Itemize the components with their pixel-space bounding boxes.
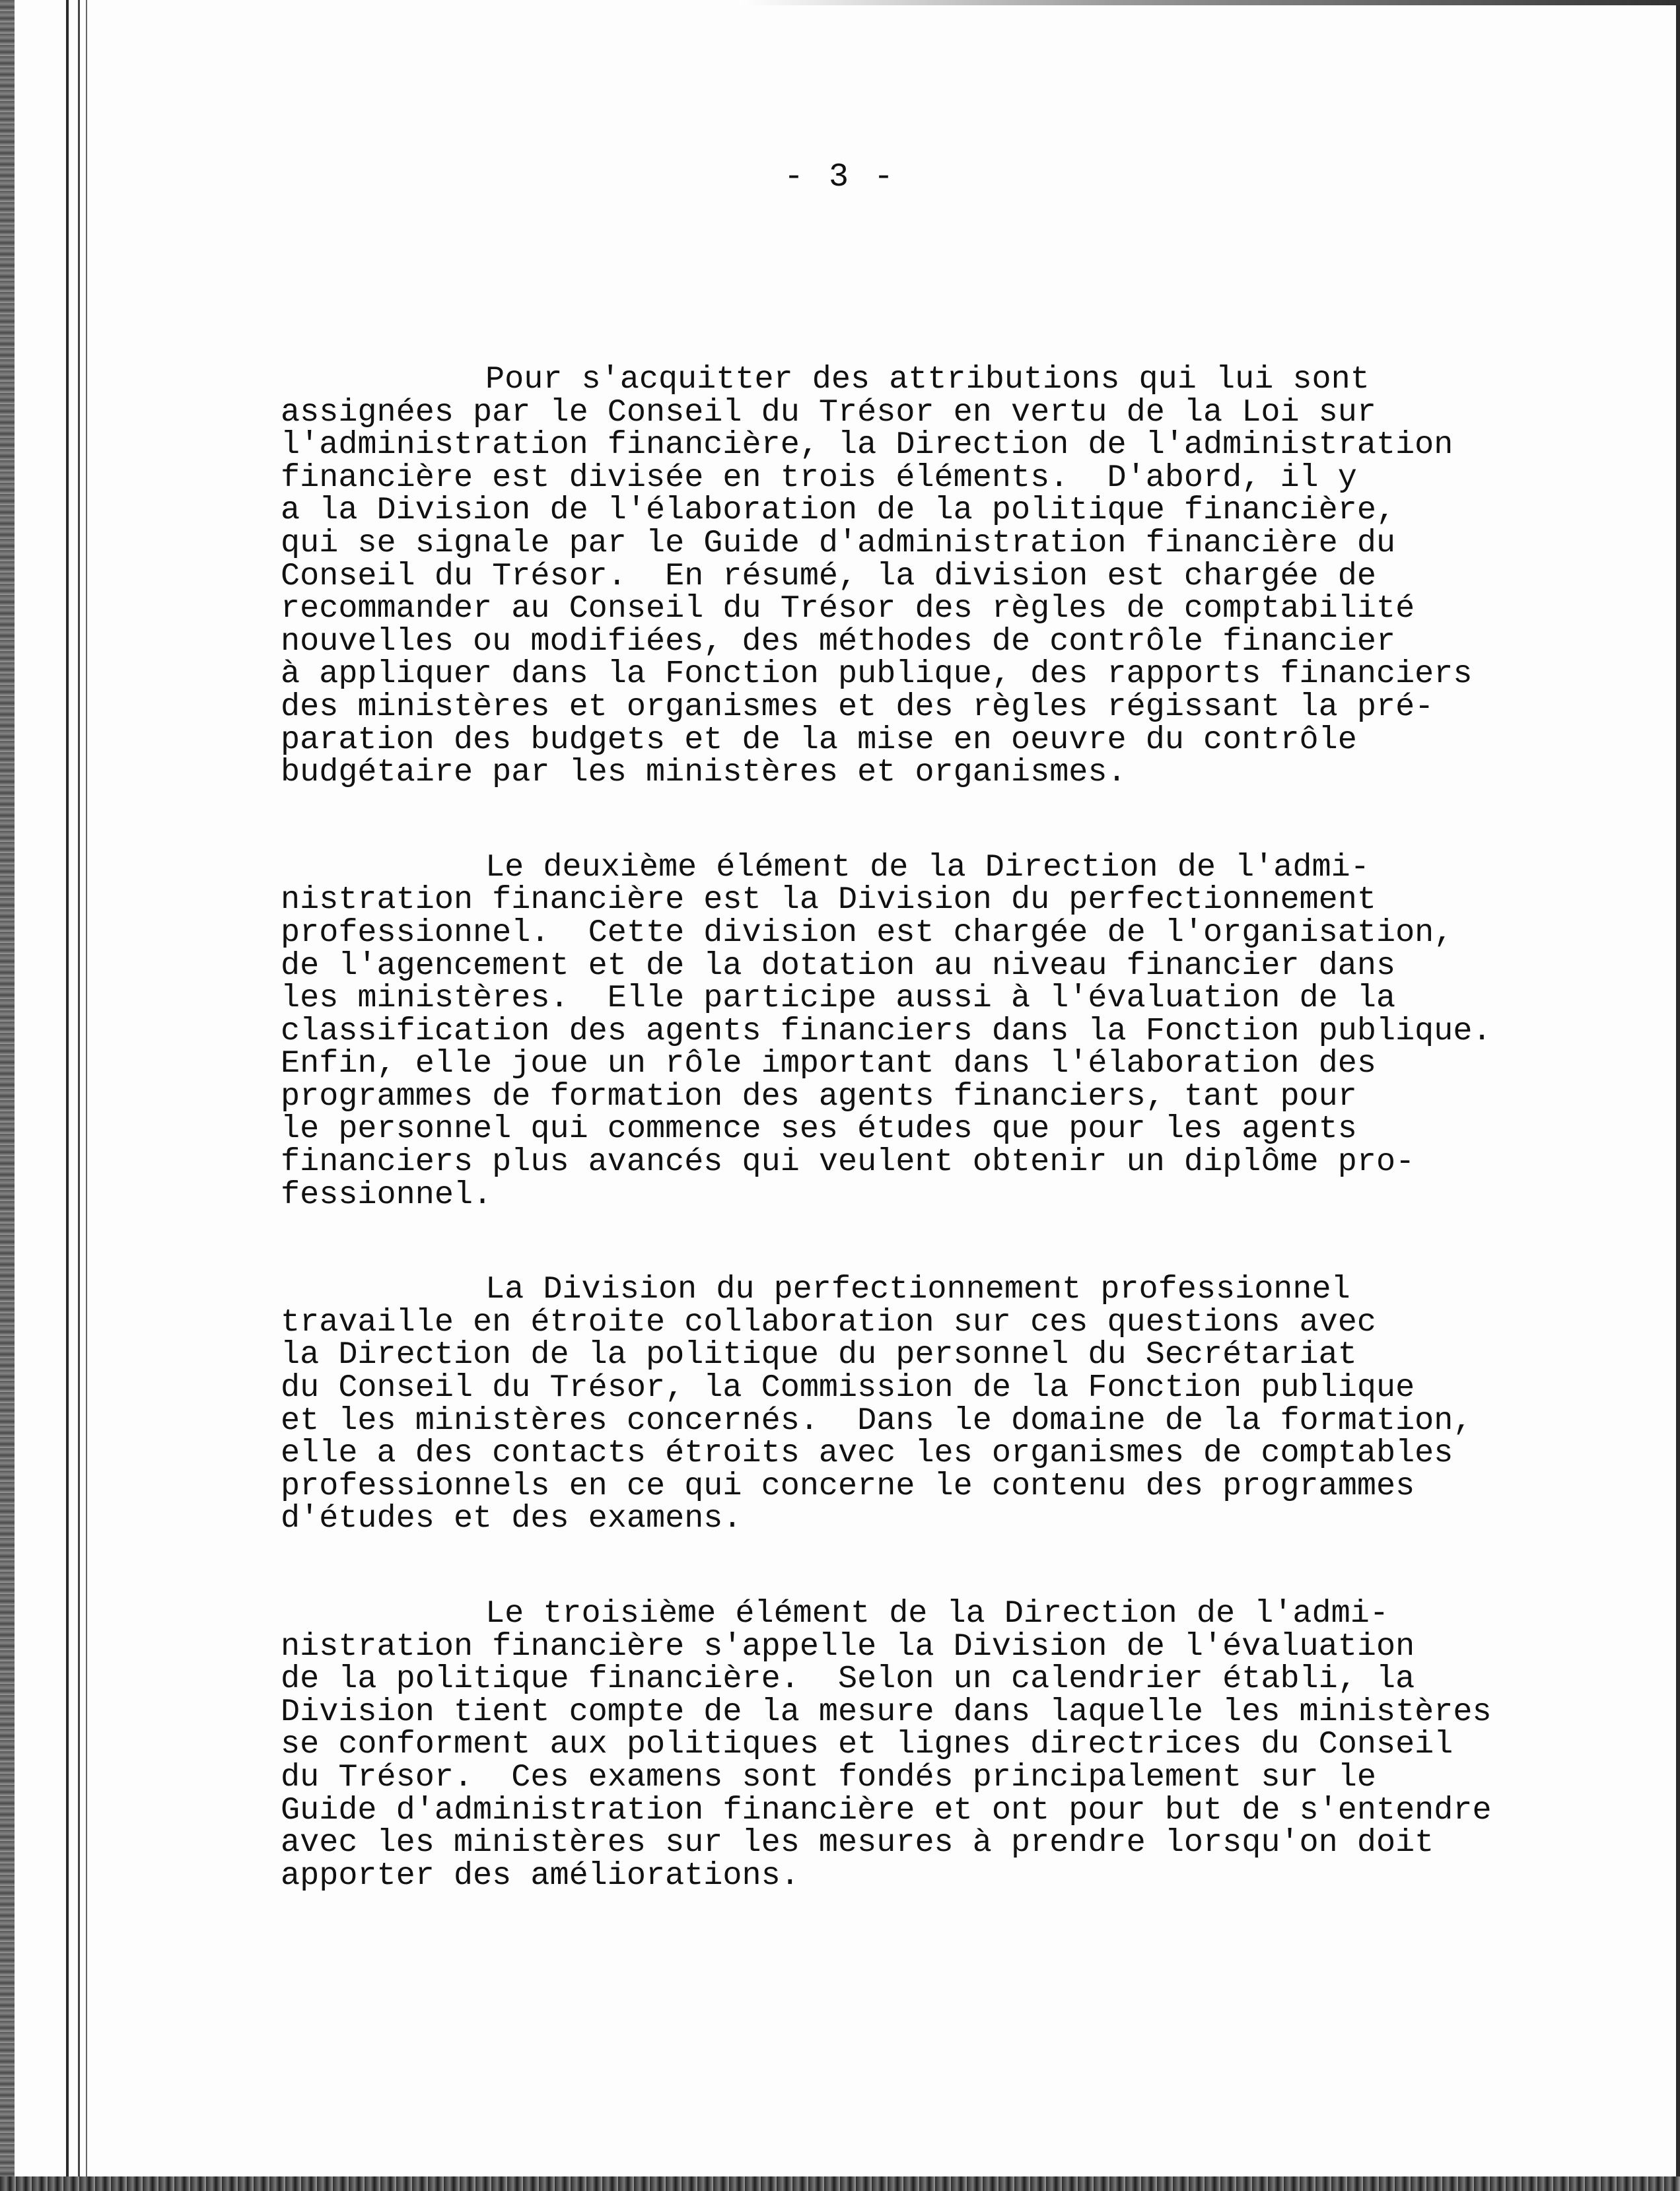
text-line: de l'agencement et de la dotation au niveau financier dans xyxy=(281,947,1396,984)
scan-edge-bottom xyxy=(0,2176,1680,2191)
text-line: apporter des améliorations. xyxy=(281,1857,800,1894)
binding-line xyxy=(78,0,80,2191)
text-line: travaille en étroite collaboration sur ces questions avec xyxy=(281,1304,1376,1340)
text-line: nouvelles ou modifiées, des méthodes de contrôle financier xyxy=(281,623,1396,660)
page-number: - 3 - xyxy=(783,158,897,196)
text-line: se conforment aux politiques et lignes directrices du Conseil xyxy=(281,1726,1453,1763)
text-line: et les ministères concernés. Dans le domaine de la formation, xyxy=(281,1402,1473,1439)
text-line: Enfin, elle joue un rôle important dans l'élaboration des xyxy=(281,1045,1376,1082)
text-line: les ministères. Elle participe aussi à l'évaluation de la xyxy=(281,980,1396,1017)
text-line: fessionnel. xyxy=(281,1176,493,1213)
text-line: nistration financière s'appelle la Division de l'évaluation xyxy=(281,1628,1415,1665)
text-line: du Trésor. Ces examens sont fondés principalement sur le xyxy=(281,1758,1376,1795)
binding-line xyxy=(66,0,69,2191)
text-line: le personnel qui commence ses études que pour les agents xyxy=(281,1111,1357,1148)
text-line: d'études et des examens. xyxy=(281,1500,742,1537)
text-line: a la Division de l'élaboration de la politique financière, xyxy=(281,492,1396,529)
text-line: des ministères et organismes et des règles régissant la pré- xyxy=(281,688,1434,725)
text-line: à appliquer dans la Fonction publique, des rapports financiers xyxy=(281,656,1473,693)
text-line: de la politique financière. Selon un calendrier établi, la xyxy=(281,1661,1415,1698)
paragraph-4 xyxy=(281,1597,1575,1892)
text-line: financiers plus avancés qui veulent obtenir un diplôme pro- xyxy=(281,1144,1415,1181)
paragraph-3 xyxy=(281,1273,1575,1535)
text-line: paration des budgets et de la mise en oeuvre du contrôle xyxy=(281,721,1357,758)
text-line: du Conseil du Trésor, la Commission de la Fonction publique xyxy=(281,1370,1415,1407)
text-line: Le troisième élément de la Direction de l'admi- xyxy=(485,1595,1389,1632)
text-line: Le deuxième élément de la Direction de l'admi- xyxy=(485,849,1370,886)
paragraph-2 xyxy=(281,851,1575,1212)
text-line: professionnel. Cette division est chargée de l'organisation, xyxy=(281,914,1453,951)
text-line: nistration financière est la Division du perfectionnement xyxy=(281,882,1376,919)
text-line: recommander au Conseil du Trésor des règles de comptabilité xyxy=(281,590,1415,627)
text-line: Pour s'acquitter des attributions qui lui sont xyxy=(485,361,1370,398)
text-line: La Division du perfectionnement professionnel xyxy=(485,1271,1350,1308)
scan-edge-top xyxy=(740,0,1680,5)
text-line: programmes de formation des agents financiers, tant pour xyxy=(281,1078,1357,1115)
scan-edge-right xyxy=(1676,0,1680,2191)
text-line: assignées par le Conseil du Trésor en vertu de la Loi sur xyxy=(281,394,1376,431)
text-line: financière est divisée en trois éléments. D'abord, il y xyxy=(281,459,1357,496)
text-line: professionnels en ce qui concerne le contenu des programmes xyxy=(281,1467,1415,1504)
text-line: budgétaire par les ministères et organismes. xyxy=(281,754,1127,791)
text-line: Division tient compte de la mesure dans laquelle les ministères xyxy=(281,1693,1492,1730)
text-line: classification des agents financiers dans la Fonction publique. xyxy=(281,1012,1492,1049)
text-line: la Direction de la politique du personnel du Secrétariat xyxy=(281,1337,1357,1374)
text-line: Guide d'administration financière et ont pour but de s'entendre xyxy=(281,1791,1492,1828)
text-line: l'administration financière, la Direction de l'administration xyxy=(281,427,1453,464)
scan-edge-left xyxy=(0,0,15,2191)
text-line: avec les ministères sur les mesures à prendre lorsqu'on doit xyxy=(281,1825,1434,1861)
binding-line xyxy=(86,0,87,2191)
paragraph-1 xyxy=(281,363,1575,789)
text-line: elle a des contacts étroits avec les organismes de comptables xyxy=(281,1435,1453,1472)
body-text xyxy=(281,363,1575,1954)
text-line: qui se signale par le Guide d'administration financière du xyxy=(281,524,1396,561)
text-line: Conseil du Trésor. En résumé, la division est chargée de xyxy=(281,557,1376,594)
